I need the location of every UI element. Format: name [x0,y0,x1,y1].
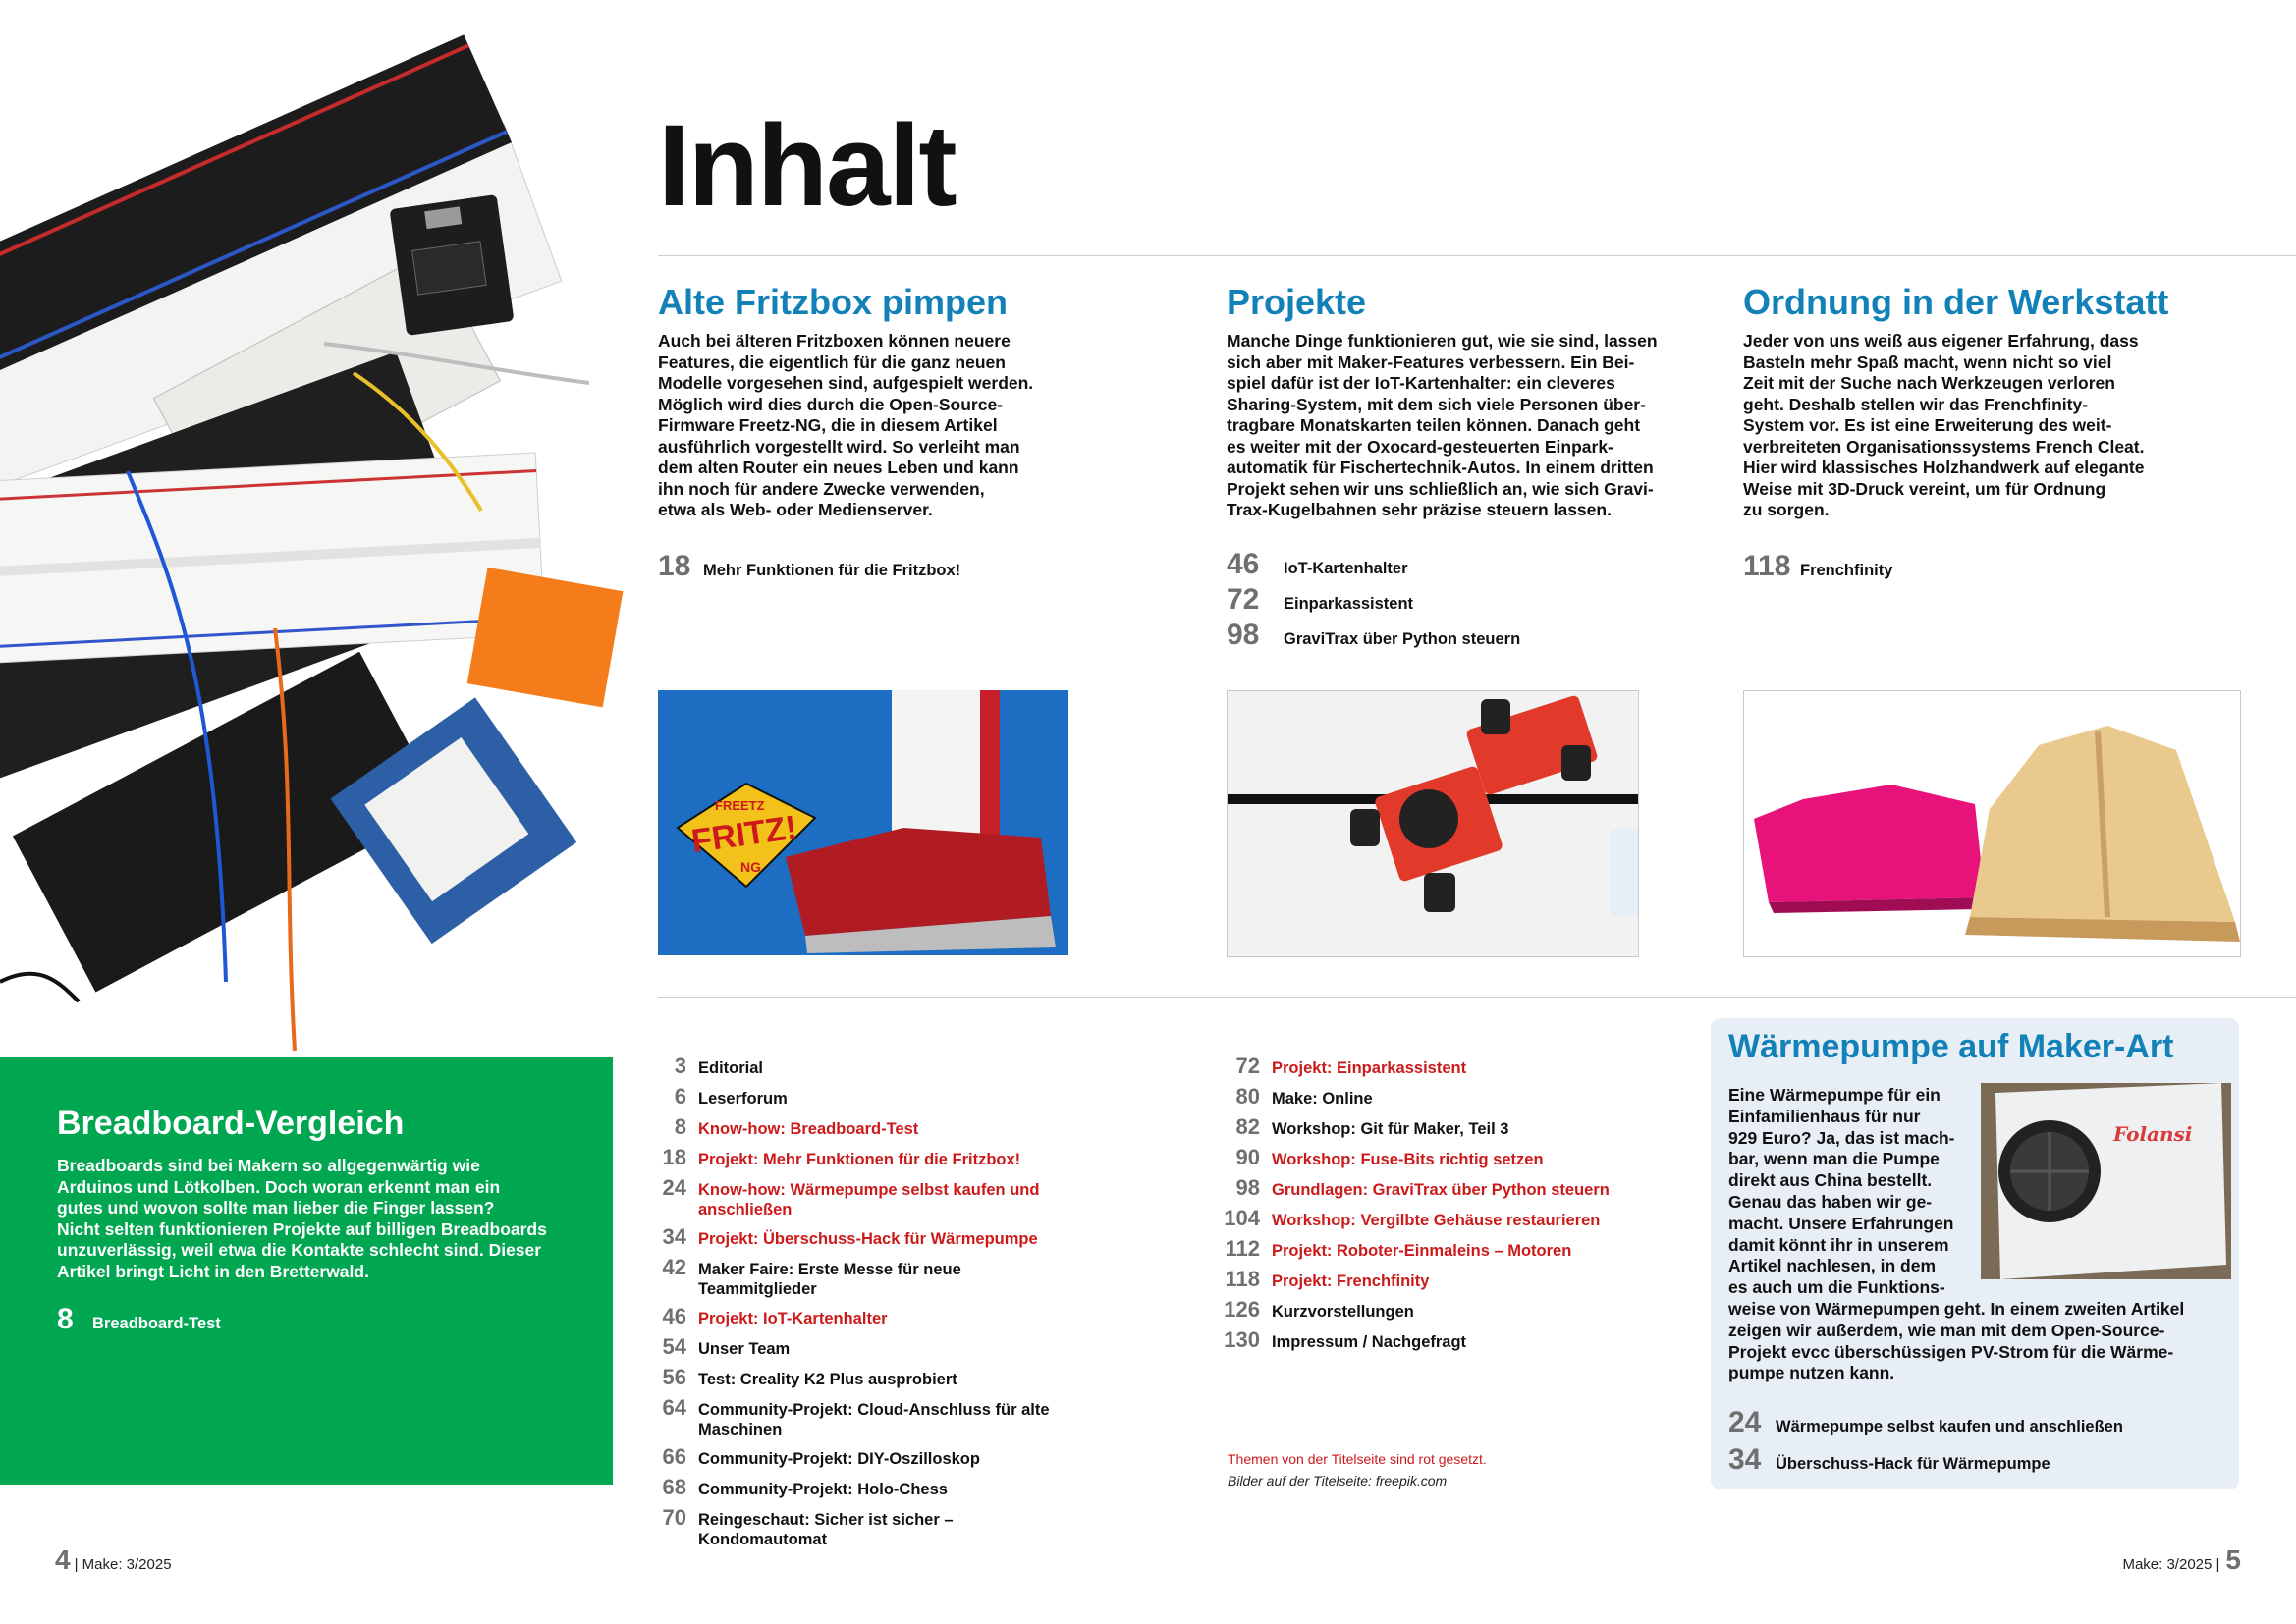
waermepumpe-feature-box [1711,1018,2239,1489]
freetz-logo-top: FREETZ [715,798,765,813]
section-heading-fritzbox: Alte Fritzbox pimpen [658,282,1009,322]
section-text-projekte: Manche Dinge funktionieren gut, wie sie sind, lassen sich aber mit Maker-Features verbessern. Ein Bei- spiel dafür ist der IoT-Kartenhalter: ein cleveres Sharing-System, mit dem sich viele Personen über- tragbare Monatskarten teilen können. Danach geht es weiter mit der Oxocard-gesteuerten Einpark- automatik für Fischertechnik-Autos. In einem dritten Projekt sehen wir uns schließlich an, wie sich Gravi- Trax-Kugelbahnen sehr präzise steuern lassen. [1227,331,1658,519]
breadboard-heading: Breadboard-Vergleich [57,1105,405,1142]
section-heading-projekte: Projekte [1227,282,1367,322]
toc-entry[interactable]: 80 Make: Online [1235,1084,1373,1109]
ref-projekte-98[interactable]: 98 GraviTrax über Python steuern [1227,619,1521,651]
ref-projekte-72[interactable]: 72 Einparkassistent [1227,583,1414,616]
toc-entry[interactable]: 112 Projekt: Roboter-Einmaleins – Motoren [1225,1236,1572,1261]
toc-left [641,1054,1064,1554]
waermepumpe-text: Eine Wärmepumpe für ein Einfamilienhaus für nur 929 Euro? Ja, das ist mach- bar, wenn man die Pumpe direkt aus China bestellt. Genau das haben wir ge- macht. Unsere Erfahrungen damit könnt ihr in unserem Artikel nachlesen, in dem es auch um die Funktions- weise von Wärmepumpen geht. In einem zweiten Artikel zeigen wir außerdem, wie man mit dem Open-Source- Projekt evcc überschüssigen PV-Strom für die Wärme- pumpe nutzen kann. [1728,1085,2185,1383]
toc-entry[interactable]: 18 Projekt: Mehr Funktionen für die Fritzbox! [662,1145,1021,1169]
freetz-logo-main: FRITZ! [688,808,799,861]
breadboard-text: Breadboards sind bei Makern so allgegenwärtig wie Arduinos und Lötkolben. Doch woran erkennt man ein gutes und wovon sollte man lieber die Finger lassen? Nicht selten funktionieren Projekte auf billigen Breadboards unzuverlässig, weil etwa die Kontakte schlecht sind. Dieser Artikel bringt Licht in den Bretterwald. [57,1156,547,1281]
waermepumpe-refs [1728,1406,2123,1477]
toc-entry[interactable]: 126 Kurzvorstellungen [1224,1297,1414,1322]
ref-fritzbox-18[interactable]: 18 Mehr Funktionen für die Fritzbox! [658,550,961,582]
toc-entry[interactable]: 70 Reingeschaut: Sicher ist sicher – Kondomautomat [662,1505,954,1548]
middle-divider [658,997,2296,998]
toc-entry[interactable]: 34 Projekt: Überschuss-Hack für Wärmepumpe [662,1224,1038,1249]
toc-entry[interactable]: 46 Projekt: IoT-Kartenhalter [662,1304,888,1328]
fritzbox-image [658,690,1068,955]
breadboard-collage-image [0,0,629,1060]
toc-entry[interactable]: 24 Know-how: Wärmepumpe selbst kaufen und anschließen [662,1175,1040,1218]
note-image-credit: Bilder auf der Titelseite: freepik.com [1228,1473,1448,1489]
toc-entry[interactable]: 6 Leserforum [674,1084,788,1109]
section-heading-werkstatt: Ordnung in der Werkstatt [1743,282,2169,322]
toc-entry[interactable]: 8 Know-how: Breadboard-Test [674,1114,919,1139]
note-red-topics: Themen von der Titelseite sind rot gesetzt. [1228,1451,1487,1467]
robot-car-image [1227,690,1639,957]
toc-entry[interactable]: 104 Workshop: Vergilbte Gehäuse restaurieren [1224,1206,1601,1230]
heatpump-brand-logo: Folansi [2113,1122,2193,1146]
toc-entry[interactable]: 90 Workshop: Fuse-Bits richtig setzen [1235,1145,1544,1169]
toc-entry[interactable]: 64 Community-Projekt: Cloud-Anschluss für alte Maschinen [662,1395,1050,1438]
projekte-refs [1227,548,1520,652]
toc-entry[interactable]: 54 Unser Team [662,1334,791,1359]
toc-entry[interactable]: 130 Impressum / Nachgefragt [1224,1327,1467,1352]
frenchfinity-image [1743,690,2241,957]
toc-right [1215,1054,1676,1358]
toc-entry[interactable]: 118 Projekt: Frenchfinity [1225,1267,1430,1291]
ref-projekte-46[interactable]: 46 IoT-Kartenhalter [1227,548,1408,580]
toc-entry[interactable]: 72 Projekt: Einparkassistent [1235,1054,1467,1078]
ref-waermepumpe-24[interactable]: 24 Wärmepumpe selbst kaufen und anschließen [1728,1406,2123,1438]
toc-entry[interactable]: 66 Community-Projekt: DIY-Oszilloskop [662,1444,980,1469]
breadboard-feature-box [0,1057,613,1485]
toc-entry[interactable]: 82 Workshop: Git für Maker, Teil 3 [1235,1114,1509,1139]
magazine-issue-left: | Make: 3/2025 [74,1556,172,1573]
toc-entry[interactable]: 56 Test: Creality K2 Plus ausprobiert [662,1365,957,1389]
page-number-right: 5 [2225,1544,2241,1575]
freetz-logo-sub: NG [740,859,761,875]
toc-entry[interactable]: 3 Editorial [674,1054,764,1078]
toc-entry[interactable]: 68 Community-Projekt: Holo-Chess [662,1475,948,1499]
waermepumpe-heading: Wärmepumpe auf Maker-Art [1728,1028,2174,1065]
footer-right [2122,1544,2241,1576]
magazine-issue-right: Make: 3/2025 | [2122,1556,2220,1573]
page-title: Inhalt [658,101,956,231]
section-text-werkstatt: Jeder von uns weiß aus eigener Erfahrung, dass Basteln mehr Spaß macht, wenn nicht so viel Zeit mit der Suche nach Werkzeugen verloren geht. Deshalb stellen wir das Frenchfinity- System vor. Es ist eine Erweiterung des weit- verbreiteten Organisationssystems French Cleat. Hier wird klassisches Holzhandwerk auf elegante Weise mit 3D-Druck vereint, um für Ordnung zu sorgen. [1743,331,2145,519]
footer-left [55,1544,172,1576]
toc-entry[interactable]: 98 Grundlagen: GraviTrax über Python steuern [1235,1175,1610,1200]
page-number-left: 4 [55,1544,71,1575]
section-text-fritzbox: Auch bei älteren Fritzboxen können neuere Features, die eigentlich für die ganz neuen Modelle vorgesehen sind, aufgespielt werden. Möglich wird dies durch die Open-Source- Firmware Freetz-NG, die in diesem Artikel ausführlich vorgestellt wird. So verleiht man dem alten Router ein neues Leben und kann ihn noch für andere Zwecke verwenden, etwa als Web- oder Medienserver. [658,331,1034,519]
toc-entry[interactable]: 42 Maker Faire: Erste Messe für neue Teammitglieder [662,1255,961,1298]
top-divider [658,255,2296,256]
ref-werkstatt-118[interactable]: 118 Frenchfinity [1743,550,1893,582]
ref-waermepumpe-34[interactable]: 34 Überschuss-Hack für Wärmepumpe [1728,1443,2050,1476]
ref-breadboard-8[interactable]: 8 Breadboard-Test [57,1303,221,1335]
